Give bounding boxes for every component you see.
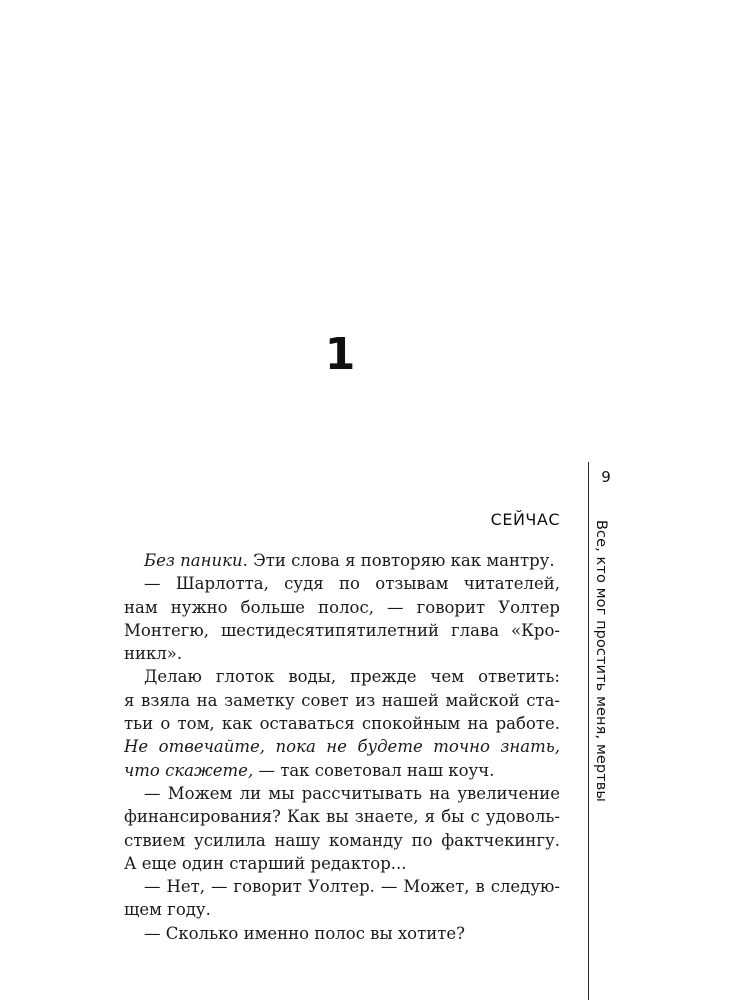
margin-divider [588,462,589,1000]
text-line: Монтегю, шестидесятипятилетний глава «Кро- [124,620,560,640]
text-line: я взяла на заметку совет из нашей майской ста- [124,690,560,710]
page-number: 9 [601,468,611,486]
text-line: Не отвечайте, пока не будете точно знать, [124,737,560,757]
chapter-number: 1 [324,329,356,380]
text-line: финансирования? Как вы знаете, я бы с удоволь- [124,807,560,827]
text-line: А еще один старший редактор... [124,853,407,873]
text-line: — Можем ли мы рассчитывать на увеличение [144,783,560,803]
text-line: тьи о том, как оставаться спокойным на работе. [124,714,560,734]
text-line: никл». [124,644,183,664]
body-text [124,549,560,945]
text-line: Без паники. Эти слова я повторяю как мантру. [144,551,555,570]
text-line: — Шарлотта, судя по отзывам читателей, [144,574,560,594]
text-line: — Сколько именно полос вы хотите? [144,923,465,943]
text-line: — Нет, — говорит Уолтер. — Может, в следую- [144,877,560,897]
text-line: ствием усилила нашу команду по фактчекингу. [124,830,560,850]
text-line: Делаю глоток воды, прежде чем ответить: [144,667,560,687]
running-title: Все, кто мог простить меня, мертвы [593,520,609,802]
text-line: нам нужно больше полос, — говорит Уолтер [124,597,560,617]
text-line: что скажете, — так советовал наш коуч. [124,760,495,780]
text-line: щем году. [124,900,211,920]
section-title: СЕЙЧАС [490,510,560,529]
